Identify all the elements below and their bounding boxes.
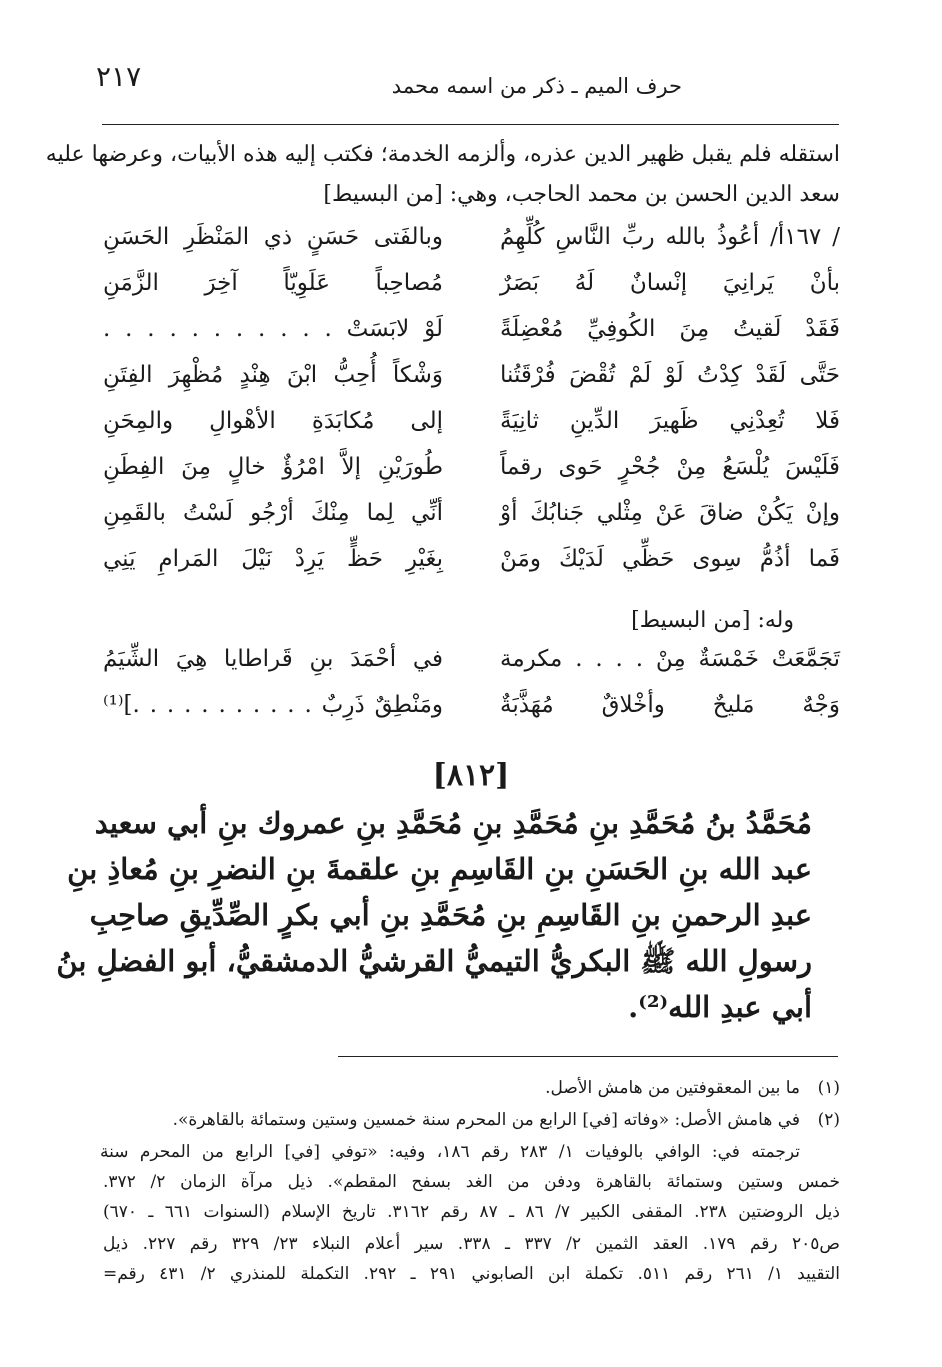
footnote-line: ص٢٠٥ رقم ١٧٩. العقد الثمين ٢/ ٣٣٧ ـ ٣٣٨. سير أعلام النبلاء ٢٣/ ٣٢٩ رقم ٢٢٧. ذيل [103,1234,840,1254]
verse-second-hemistich: في أحْمَدَ بنِ قَراطايا هِيَ الشِّيَمُ [103,646,443,672]
verse-first-hemistich: فَما أذُمُّ سِوى حَظِّي لَدَيْكَ ومَنْ [500,546,840,572]
footnote-number: (٢) [817,1110,840,1130]
prose-line-1: استقله فلم يقبل ظهير الدين عذره، وألزمه الخدمة؛ فكتب إليه هذه الأبيات، وعرضها عليه [45,142,840,167]
verse-first-hemistich: حَتَّى لَقَدْ كِدْتُ لَوْ لَمْ تُقْضَ فُرْقَتُنا [500,362,840,388]
verse-first-hemistich: تَجَمَّعَتْ خَمْسَةٌ مِنْ . . . . مكرمة [500,646,840,672]
entry-number: [٨١٢] [432,758,510,793]
entry-line: عبدِ الرحمنِ بنِ القَاسِمِ بنِ مُحَمَّدِ بنِ أبي بكرٍ الصِّدِّيقِ صاحِبِ [89,898,812,932]
verse-first-hemistich: وإنْ يَكُنْ ضاقَ عَنْ مِثْلي جَنابُكَ أوْ [500,500,840,526]
header-rule [102,124,839,125]
verse-line [103,692,840,732]
poem-2-intro: وله: [من البسيط] [631,608,794,633]
verse-first-hemistich: / ١٦٧أ/ أعُوذُ بالله ربِّ النَّاسِ كُلِّهِمُ [500,224,840,250]
verse-line [103,546,840,586]
verse-first-hemistich: وَجْهٌ مَليحٌ وأخْلاقٌ مُهَذَّبَةٌ [500,692,840,718]
verse-second-hemistich: أنِّي لِما مِنْكَ أرْجُو لَسْتُ بالقَمِنِ [103,500,443,526]
verse-second-hemistich: وَشْكاً أُحِبُّ ابْنَ هِنْدٍ مُظْهِرَ الفِتَنِ [103,362,443,388]
verse-second-hemistich: طُورَيْنِ إلاَّ امْرُؤٌ خالٍ مِنَ الفِطَنِ [103,454,443,480]
entry-line: مُحَمَّدُ بنُ مُحَمَّدِ بنِ مُحَمَّدِ بنِ مُحَمَّدِ بنِ عمروك بنِ أبي سعيد [94,806,812,840]
running-head: حرف الميم ـ ذكر من اسمه محمد [391,74,682,98]
footnote-line: ذيل الروضتين ٢٣٨. المقفى الكبير ٧/ ٨٦ ـ ٨٧ رقم ٣١٦٢. تاريخ الإسلام (السنوات ٦٦١ ـ ٦٧٠) [103,1202,840,1222]
footnote-line: التقييد ١/ ٢٦١ رقم ٥١١. تكملة ابن الصابوني ٢٩١ ـ ٢٩٢. التكملة للمنذري ٢/ ٤٣١ رقم= [103,1264,841,1284]
footnote-text: ما بين المعقوفتين من هامش الأصل. [545,1078,800,1098]
prose-line-2: سعد الدين الحسن بن محمد الحاجب، وهي: [من البسيط] [323,182,840,207]
footnote-text: في هامش الأصل: «وفاته [في] الرابع من المحرم سنة خمسين وستين وستمائة بالقاهرة». [172,1110,800,1130]
verse-line [103,454,840,494]
footnote-rule [338,1056,838,1057]
verse-first-hemistich: فَلَيْسَ يُلْسَعُ مِنْ جُحْرٍ حَوى رقماً [500,454,840,480]
verse-line [103,270,840,310]
entry-line: رسولِ الله ﷺ البكريُّ التيميُّ القرشيُّ الدمشقيُّ، أبو الفضلِ بنُ [56,944,812,978]
entry-line: أبي عبدِ الله⁽²⁾. [628,990,812,1024]
verse-first-hemistich: بأنْ يَرانِيَ إنْسانٌ لَهُ بَصَرٌ [500,270,840,296]
verse-second-hemistich: بِغَيْرِ حَظٍّ يَرِدْ نَيْلَ المَرامِ يَنِي [103,546,443,572]
footnote-number: (١) [817,1078,840,1098]
verse-line [103,500,840,540]
entry-line: عبد الله بنِ الحَسَنِ بنِ القَاسِمِ بنِ علقمةَ بنِ النضرِ بنِ مُعاذِ بنِ [67,852,812,886]
verse-line [103,224,840,264]
page-number: ٢١٧ [96,60,142,93]
footnote-line: خمس وستين وستمائة بالقاهرة ودفن من الغد بسفح المقطم». ذيل مرآة الزمان ٢/ ٣٧٢. [103,1172,840,1192]
verse-second-hemistich: وبالفَتى حَسَنٍ ذي المَنْظَرِ الحَسَنِ [103,224,443,250]
verse-first-hemistich: فَقَدْ لَقيتُ مِنَ الكُوفِيِّ مُعْضِلَةً [500,316,840,342]
verse-line [103,408,840,448]
verse-second-hemistich: مُصاحِباً عَلَوِيّاً آخِرَ الزَّمَنِ [103,270,443,296]
verse-line [103,316,840,356]
verse-second-hemistich: إلى مُكابَدَةِ الأهْوالِ والمِحَنِ [103,408,443,434]
verse-line [103,362,840,402]
verse-line [103,646,840,686]
footnote-line: ترجمته في: الوافي بالوفيات ١/ ٢٨٣ رقم ١٨٦، وفيه: «توفي [في] الرابع من المحرم سنة [100,1142,800,1162]
verse-first-hemistich: فَلا تُعِدْنِي ظَهيرَ الدِّينِ ثانِيَةً [500,408,840,434]
verse-second-hemistich: ومَنْطِقٌ ذَرِبٌ . . . . . . . . . . .]⁽¹⁾ [103,692,443,718]
verse-second-hemistich: لَوْ لابَسَتْ . . . . . . . . . . . [103,316,443,342]
